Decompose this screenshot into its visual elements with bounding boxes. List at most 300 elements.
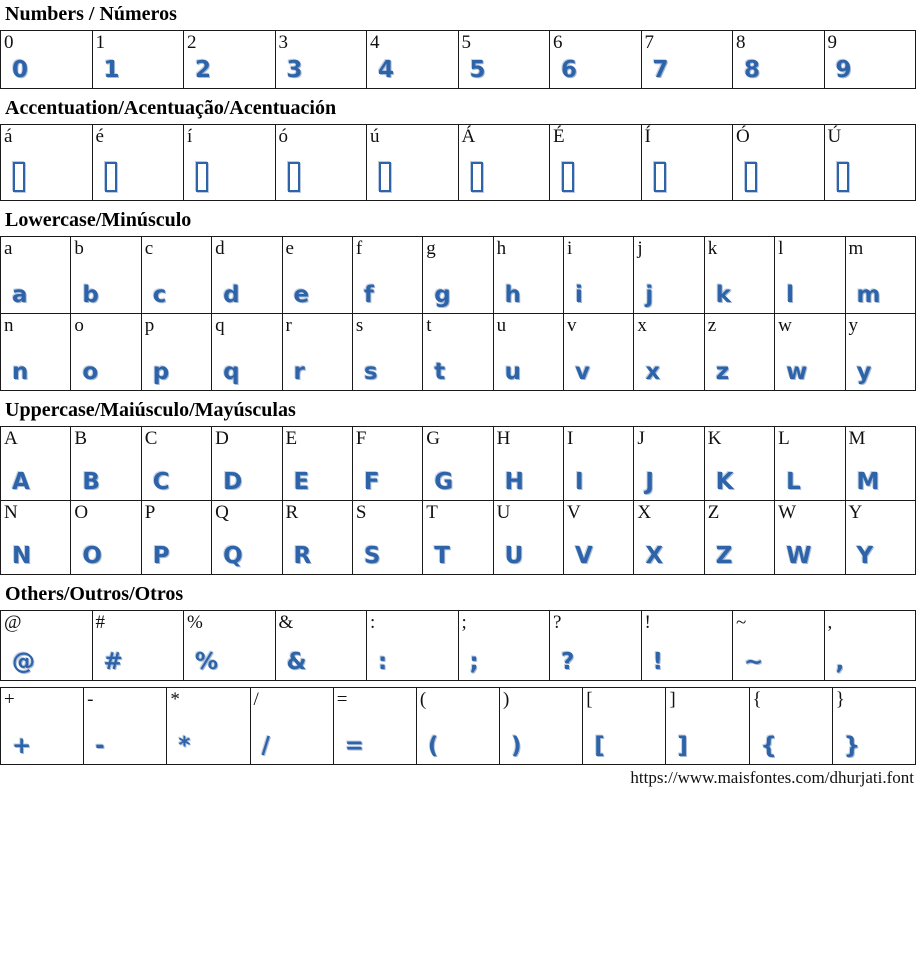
- char-label: 6: [553, 32, 563, 53]
- char-glyph: ): [511, 733, 522, 759]
- char-cell: [352, 427, 422, 501]
- char-label: A: [4, 428, 18, 449]
- char-label: !: [644, 612, 651, 633]
- char-glyph: b: [82, 282, 99, 308]
- char-cell: [458, 31, 550, 89]
- char-glyph: A: [12, 469, 30, 495]
- char-label: B: [74, 428, 88, 449]
- char-glyph: W: [786, 543, 812, 569]
- char-cell: [141, 237, 211, 314]
- char-glyph: ]: [677, 733, 688, 759]
- char-label: U: [496, 502, 511, 523]
- char-label: (: [419, 689, 427, 710]
- char-label: w: [778, 315, 792, 336]
- char-cell: [824, 611, 916, 681]
- char-cell: [1, 427, 71, 501]
- char-cell: [564, 427, 634, 501]
- char-label: Z: [707, 502, 720, 523]
- char-cell: [84, 688, 167, 765]
- char-cell: [1, 688, 84, 765]
- char-label: J: [637, 428, 645, 449]
- char-label: p: [144, 315, 155, 336]
- missing-glyph-box: [471, 162, 483, 192]
- section-title: Lowercase/Minúsculo: [5, 209, 192, 231]
- char-cell: [212, 314, 282, 391]
- char-glyph: Z: [715, 543, 733, 569]
- char-cell: [275, 125, 367, 201]
- char-cell: [458, 611, 550, 681]
- char-label: 7: [644, 32, 654, 53]
- char-glyph: X: [645, 543, 664, 569]
- char-label: e: [285, 238, 294, 259]
- char-cell: [367, 31, 459, 89]
- char-cell: [704, 314, 774, 391]
- char-glyph: I: [575, 469, 584, 495]
- char-label: ~: [736, 612, 747, 633]
- char-cell: [1, 31, 93, 89]
- char-label: C: [144, 428, 158, 449]
- char-label: %: [187, 612, 203, 633]
- glyph-table: [0, 610, 916, 681]
- char-cell: [775, 501, 845, 575]
- char-label: {: [752, 689, 762, 710]
- char-cell: [250, 688, 333, 765]
- glyph-row: [1, 125, 916, 201]
- char-cell: [1, 611, 93, 681]
- char-label: W: [778, 502, 797, 523]
- missing-glyph-box: [654, 162, 666, 192]
- char-cell: [367, 125, 459, 201]
- char-label: O: [74, 502, 89, 523]
- missing-glyph-box: [379, 162, 391, 192]
- char-glyph: d: [223, 282, 240, 308]
- char-cell: [550, 31, 642, 89]
- char-glyph: 1: [103, 57, 120, 83]
- char-cell: [282, 501, 352, 575]
- char-glyph: 8: [744, 57, 761, 83]
- char-cell: [824, 31, 916, 89]
- char-glyph: Q: [223, 543, 243, 569]
- char-cell: [775, 314, 845, 391]
- char-label: ó: [278, 126, 288, 147]
- char-label: Ú: [827, 126, 842, 147]
- char-label: ?: [553, 612, 562, 633]
- glyph-row: [1, 611, 916, 681]
- char-cell: [824, 125, 916, 201]
- char-cell: [282, 314, 352, 391]
- char-label: F: [355, 428, 367, 449]
- char-glyph: -: [95, 733, 105, 759]
- char-cell: [634, 237, 704, 314]
- char-label: =: [336, 689, 348, 710]
- char-label: /: [253, 689, 259, 710]
- char-label: 2: [187, 32, 197, 53]
- char-glyph: [: [594, 733, 605, 759]
- char-glyph: k: [715, 282, 732, 308]
- char-glyph: i: [575, 282, 583, 308]
- char-label: *: [170, 689, 180, 710]
- section: [0, 398, 916, 575]
- char-glyph: E: [293, 469, 310, 495]
- char-label: ,: [827, 612, 833, 633]
- char-cell: [704, 237, 774, 314]
- char-label: -: [87, 689, 94, 710]
- char-label: 8: [736, 32, 746, 53]
- char-label: z: [707, 315, 717, 336]
- char-label: u: [496, 315, 507, 336]
- section-title: Uppercase/Maiúsculo/Mayúsculas: [5, 399, 296, 421]
- glyph-table: [0, 426, 916, 575]
- char-cell: [92, 611, 184, 681]
- char-label: o: [74, 315, 84, 336]
- char-cell: [1, 314, 71, 391]
- char-label: É: [553, 126, 565, 147]
- char-glyph: #: [103, 649, 123, 675]
- char-label: ): [503, 689, 510, 710]
- char-label: Ó: [736, 126, 750, 147]
- char-cell: [634, 314, 704, 391]
- char-cell: [493, 314, 563, 391]
- char-label: k: [707, 238, 718, 259]
- section: [0, 2, 916, 89]
- char-glyph: p: [152, 359, 170, 385]
- char-glyph: !: [652, 649, 663, 675]
- char-label: é: [95, 126, 104, 147]
- char-cell: [845, 237, 916, 314]
- char-cell: [845, 427, 916, 501]
- char-cell: [832, 688, 915, 765]
- missing-glyph-box: [13, 162, 25, 192]
- char-cell: [71, 237, 141, 314]
- char-label: :: [370, 612, 376, 633]
- char-label: v: [567, 315, 577, 336]
- char-glyph: x: [645, 359, 661, 385]
- char-label: I: [567, 428, 574, 449]
- char-cell: [500, 688, 583, 765]
- char-label: t: [426, 315, 432, 336]
- char-glyph: N: [12, 543, 32, 569]
- char-glyph: /: [261, 733, 270, 759]
- char-glyph: U: [504, 543, 524, 569]
- char-glyph: s: [363, 359, 378, 385]
- missing-glyph-box: [562, 162, 574, 192]
- section-title: Numbers / Números: [5, 3, 177, 25]
- char-label: #: [95, 612, 105, 633]
- char-glyph: L: [786, 469, 801, 495]
- char-label: L: [778, 428, 790, 449]
- char-glyph: ;: [469, 649, 479, 675]
- char-glyph: f: [363, 282, 374, 308]
- glyph-row: [1, 427, 916, 501]
- char-cell: [212, 501, 282, 575]
- char-glyph: g: [434, 282, 451, 308]
- char-cell: [423, 314, 493, 391]
- char-cell: [352, 314, 422, 391]
- char-label: }: [835, 689, 845, 710]
- char-glyph: O: [82, 543, 102, 569]
- section: [0, 208, 916, 391]
- char-cell: [282, 427, 352, 501]
- glyph-table: [0, 124, 916, 201]
- char-label: ;: [461, 612, 467, 633]
- char-cell: [493, 237, 563, 314]
- char-cell: [775, 237, 845, 314]
- char-label: 5: [461, 32, 471, 53]
- char-glyph: M: [856, 469, 880, 495]
- char-glyph: {: [760, 733, 777, 759]
- char-glyph: c: [152, 282, 167, 308]
- char-label: R: [285, 502, 299, 523]
- char-glyph: P: [152, 543, 170, 569]
- char-cell: [845, 501, 916, 575]
- glyph-row: [1, 688, 916, 765]
- char-label: h: [496, 238, 507, 259]
- footer-url: https://www.maisfontes.com/dhurjati.font: [630, 768, 914, 787]
- char-cell: [1, 125, 93, 201]
- char-glyph: 3: [286, 57, 303, 83]
- char-cell: [634, 427, 704, 501]
- char-glyph: ,: [835, 649, 845, 675]
- char-label: i: [567, 238, 573, 259]
- char-label: r: [285, 315, 292, 336]
- char-glyph: @: [12, 649, 35, 675]
- char-cell: [423, 427, 493, 501]
- missing-glyph-box: [288, 162, 300, 192]
- char-label: d: [215, 238, 225, 259]
- char-label: 3: [278, 32, 288, 53]
- char-label: &: [278, 612, 294, 633]
- char-label: M: [848, 428, 866, 449]
- char-cell: [423, 501, 493, 575]
- char-glyph: :: [378, 649, 388, 675]
- char-glyph: 9: [835, 57, 852, 83]
- section-title: Accentuation/Acentuação/Acentuación: [5, 97, 337, 119]
- char-glyph: j: [645, 282, 654, 308]
- char-glyph: T: [434, 543, 450, 569]
- char-label: +: [4, 689, 15, 710]
- glyph-row: [1, 314, 916, 391]
- char-glyph: S: [363, 543, 381, 569]
- char-glyph: }: [843, 733, 861, 759]
- char-cell: [749, 688, 832, 765]
- char-glyph: 2: [195, 57, 212, 83]
- section: [0, 582, 916, 765]
- glyph-table: [0, 30, 916, 89]
- char-glyph: q: [223, 359, 240, 385]
- char-label: f: [355, 238, 363, 259]
- char-glyph: +: [12, 733, 32, 759]
- char-label: @: [4, 612, 22, 633]
- char-cell: [493, 427, 563, 501]
- char-label: q: [215, 315, 225, 336]
- char-cell: [583, 688, 666, 765]
- char-glyph: y: [856, 359, 872, 385]
- char-glyph: Y: [856, 543, 874, 569]
- char-label: P: [144, 502, 156, 523]
- char-glyph: v: [575, 359, 590, 385]
- char-label: 9: [827, 32, 837, 53]
- char-cell: [641, 31, 733, 89]
- char-cell: [704, 427, 774, 501]
- char-cell: [184, 125, 276, 201]
- char-cell: [352, 237, 422, 314]
- char-cell: [423, 237, 493, 314]
- char-glyph: J: [645, 469, 654, 495]
- char-cell: [92, 31, 184, 89]
- char-glyph: D: [223, 469, 243, 495]
- section: [0, 96, 916, 201]
- char-cell: [550, 611, 642, 681]
- char-glyph: =: [344, 733, 364, 759]
- char-cell: [212, 427, 282, 501]
- char-glyph: B: [82, 469, 100, 495]
- char-cell: [550, 125, 642, 201]
- char-cell: [71, 427, 141, 501]
- char-label: g: [426, 238, 436, 259]
- char-label: N: [4, 502, 18, 523]
- char-cell: [641, 611, 733, 681]
- char-label: s: [355, 315, 364, 336]
- char-cell: [845, 314, 916, 391]
- char-cell: [71, 314, 141, 391]
- char-label: H: [496, 428, 511, 449]
- char-label: í: [187, 126, 193, 147]
- char-label: Y: [848, 502, 863, 523]
- char-cell: [71, 501, 141, 575]
- char-label: m: [848, 238, 864, 259]
- char-label: Q: [215, 502, 229, 523]
- char-cell: [367, 611, 459, 681]
- char-glyph: (: [427, 733, 439, 759]
- glyph-row: [1, 31, 916, 89]
- char-label: c: [144, 238, 154, 259]
- char-cell: [564, 501, 634, 575]
- char-label: y: [848, 315, 858, 336]
- char-cell: [733, 31, 825, 89]
- char-cell: [634, 501, 704, 575]
- char-cell: [282, 237, 352, 314]
- char-cell: [641, 125, 733, 201]
- char-glyph: u: [504, 359, 521, 385]
- char-glyph: 5: [469, 57, 486, 83]
- char-cell: [733, 611, 825, 681]
- char-label: x: [637, 315, 647, 336]
- char-cell: [564, 237, 634, 314]
- char-glyph: %: [195, 649, 219, 675]
- char-glyph: K: [715, 469, 734, 495]
- char-label: j: [637, 238, 643, 259]
- glyph-table: [0, 687, 916, 765]
- char-cell: [92, 125, 184, 201]
- char-glyph: *: [178, 733, 191, 759]
- char-glyph: e: [293, 282, 310, 308]
- char-glyph: 0: [12, 57, 29, 83]
- char-label: K: [707, 428, 722, 449]
- char-label: l: [778, 238, 784, 259]
- char-glyph: V: [575, 543, 593, 569]
- section-title: Others/Outros/Otros: [5, 583, 184, 605]
- char-label: T: [426, 502, 438, 523]
- char-label: n: [4, 315, 14, 336]
- char-label: a: [4, 238, 13, 259]
- char-glyph: F: [363, 469, 380, 495]
- char-label: S: [355, 502, 367, 523]
- char-cell: [458, 125, 550, 201]
- missing-glyph-box: [745, 162, 757, 192]
- missing-glyph-box: [837, 162, 849, 192]
- char-cell: [212, 237, 282, 314]
- char-label: 1: [95, 32, 105, 53]
- char-glyph: ?: [561, 649, 575, 675]
- char-cell: [167, 688, 250, 765]
- glyph-row: [1, 501, 916, 575]
- char-glyph: G: [434, 469, 454, 495]
- char-label: b: [74, 238, 84, 259]
- char-cell: [775, 427, 845, 501]
- char-label: D: [215, 428, 229, 449]
- char-glyph: C: [152, 469, 170, 495]
- char-label: [: [586, 689, 593, 710]
- char-glyph: 7: [652, 57, 669, 83]
- char-cell: [275, 31, 367, 89]
- char-label: 4: [370, 32, 380, 53]
- char-glyph: l: [786, 282, 795, 308]
- char-cell: [666, 688, 749, 765]
- char-label: E: [285, 428, 298, 449]
- char-glyph: n: [12, 359, 29, 385]
- char-glyph: &: [286, 649, 307, 675]
- char-label: ]: [669, 689, 676, 710]
- char-label: Í: [644, 126, 651, 147]
- char-label: á: [4, 126, 13, 147]
- char-label: Á: [461, 126, 476, 147]
- char-label: V: [567, 502, 581, 523]
- specimen-sections: [0, 2, 916, 765]
- char-glyph: z: [715, 359, 730, 385]
- char-glyph: o: [82, 359, 99, 385]
- char-cell: [141, 427, 211, 501]
- missing-glyph-box: [196, 162, 208, 192]
- char-glyph: 4: [378, 57, 395, 83]
- char-glyph: t: [434, 359, 446, 385]
- char-cell: [141, 501, 211, 575]
- char-glyph: R: [293, 543, 312, 569]
- char-cell: [1, 501, 71, 575]
- char-cell: [184, 611, 276, 681]
- missing-glyph-box: [105, 162, 117, 192]
- char-cell: [493, 501, 563, 575]
- char-glyph: m: [856, 282, 881, 308]
- char-glyph: r: [293, 359, 305, 385]
- char-cell: [416, 688, 499, 765]
- char-glyph: 6: [561, 57, 578, 83]
- glyph-row: [1, 237, 916, 314]
- char-cell: [733, 125, 825, 201]
- char-cell: [333, 688, 416, 765]
- char-label: ú: [370, 126, 380, 147]
- char-cell: [564, 314, 634, 391]
- char-label: G: [426, 428, 440, 449]
- char-glyph: H: [504, 469, 524, 495]
- char-cell: [275, 611, 367, 681]
- char-cell: [352, 501, 422, 575]
- char-cell: [704, 501, 774, 575]
- glyph-table: [0, 236, 916, 391]
- char-glyph: h: [504, 282, 521, 308]
- char-cell: [141, 314, 211, 391]
- char-glyph: a: [12, 282, 28, 308]
- char-label: X: [637, 502, 652, 523]
